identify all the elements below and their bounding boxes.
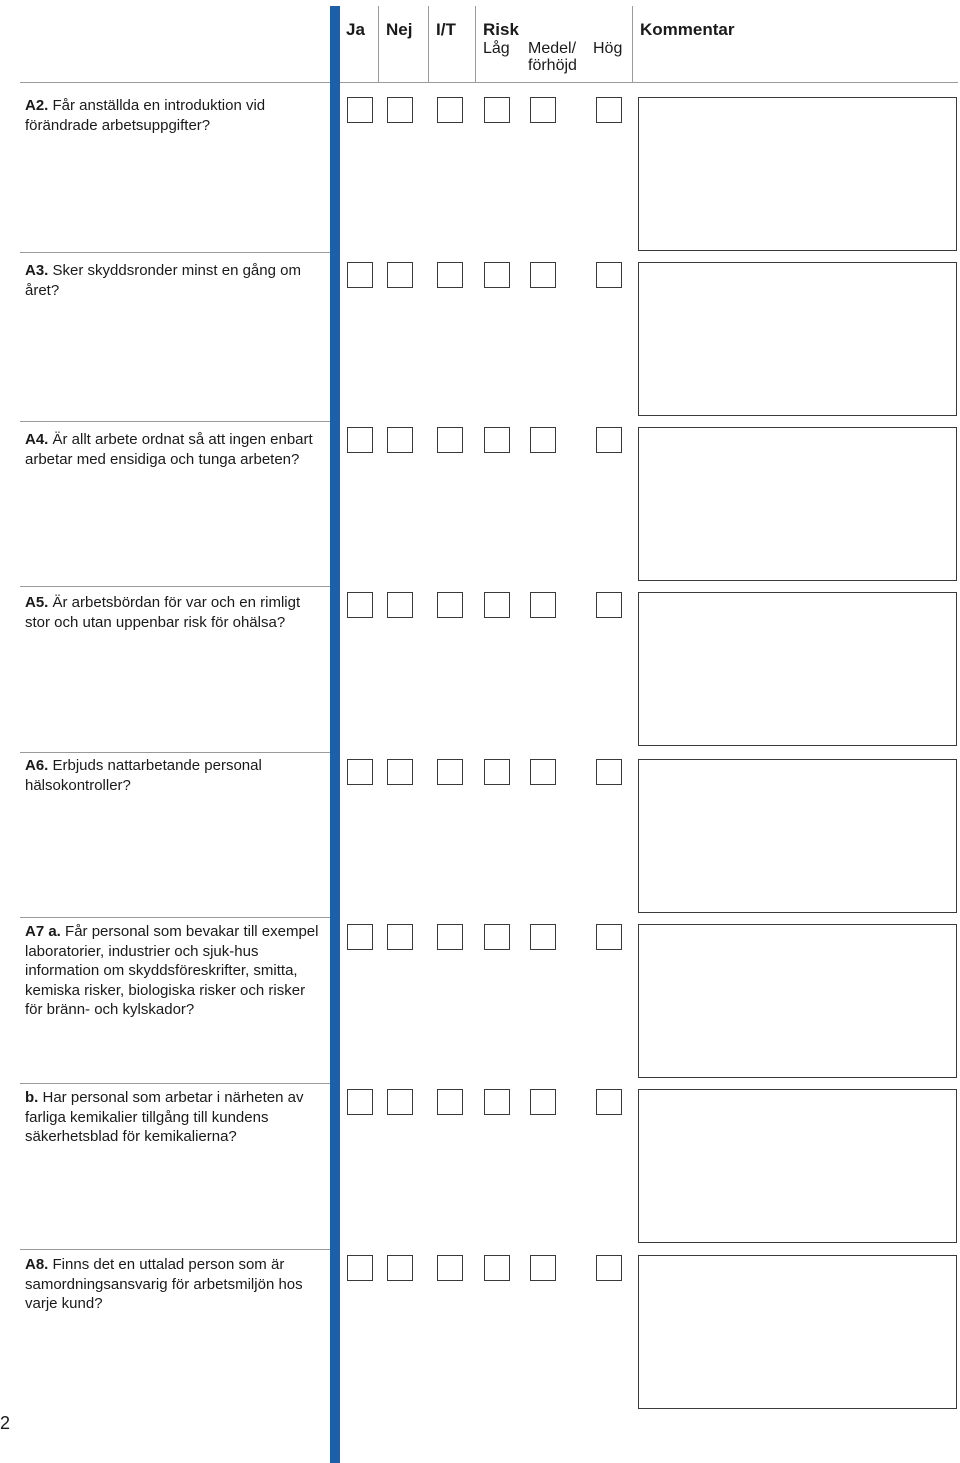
question-a6 [25, 756, 325, 795]
comment-field[interactable] [638, 924, 957, 1078]
page-number: 2 [0, 1413, 11, 1433]
header-medel: Medel/ [528, 40, 577, 57]
row-divider [20, 1083, 330, 1084]
row-divider [20, 252, 330, 253]
checkbox-it[interactable] [437, 924, 463, 950]
question-a7a [25, 922, 325, 1020]
checkbox-risk-lag[interactable] [484, 262, 510, 288]
checkbox-nej[interactable] [387, 1089, 413, 1115]
question-id: A6. [25, 757, 49, 774]
checkbox-risk-lag[interactable] [484, 1089, 510, 1115]
header-divider [475, 6, 476, 82]
question-a7b [25, 1088, 325, 1147]
row-divider [20, 421, 330, 422]
header-nej: Nej [386, 20, 413, 39]
header-lag: Låg [483, 40, 510, 57]
question-text: Är arbetsbördan för var och en rimligt stor och utan uppenbar risk för ohälsa? [25, 594, 301, 631]
checkbox-risk-lag[interactable] [484, 759, 510, 785]
comment-field[interactable] [638, 1089, 957, 1243]
header-divider [378, 6, 379, 82]
checkbox-it[interactable] [437, 592, 463, 618]
checkbox-ja[interactable] [347, 924, 373, 950]
header-divider [632, 6, 633, 82]
checkbox-nej[interactable] [387, 427, 413, 453]
checkbox-ja[interactable] [347, 262, 373, 288]
question-text: Finns det en uttalad person som är samordningsansvarig för arbetsmiljön hos varje kund? [25, 1256, 303, 1312]
checkbox-risk-hog[interactable] [596, 924, 622, 950]
checkbox-it[interactable] [437, 1089, 463, 1115]
checkbox-risk-medel[interactable] [530, 592, 556, 618]
checkbox-ja[interactable] [347, 1255, 373, 1281]
checkbox-ja[interactable] [347, 97, 373, 123]
question-a2 [25, 96, 325, 135]
checkbox-risk-lag[interactable] [484, 592, 510, 618]
comment-field[interactable] [638, 592, 957, 746]
question-text: Är allt arbete ordnat så att ingen enbart arbetar med ensidiga och tunga arbeten? [25, 431, 313, 468]
checkbox-risk-hog[interactable] [596, 759, 622, 785]
checkbox-risk-medel[interactable] [530, 759, 556, 785]
question-text: Får personal som bevakar till exempel laboratorier, industrier och sjuk-hus information om skyddsföreskrifter, smitta, kemiska risker, biologiska risker och risker för bränn- och kylskador? [25, 923, 319, 1018]
checkbox-nej[interactable] [387, 97, 413, 123]
checkbox-nej[interactable] [387, 592, 413, 618]
header-it: I/T [436, 20, 456, 39]
question-text: Erbjuds nattarbetande personal hälsokontroller? [25, 757, 262, 794]
question-text: Har personal som arbetar i närheten av farliga kemikalier tillgång till kundens säkerhetsblad för kemikalierna? [25, 1089, 304, 1145]
comment-field[interactable] [638, 759, 957, 913]
comment-field[interactable] [638, 262, 957, 416]
blue-margin-bar [330, 6, 340, 1463]
question-id: A5. [25, 594, 49, 611]
header-bottom-rule [340, 82, 958, 83]
checkbox-risk-hog[interactable] [596, 592, 622, 618]
question-a4 [25, 430, 325, 469]
comment-field[interactable] [638, 427, 957, 581]
question-text: Får anställda en introduktion vid förändrade arbetsuppgifter? [25, 97, 266, 134]
checkbox-it[interactable] [437, 97, 463, 123]
row-divider [20, 82, 330, 83]
checkbox-risk-medel[interactable] [530, 1089, 556, 1115]
question-a8 [25, 1255, 325, 1314]
question-id: A4. [25, 431, 49, 448]
header-hog: Hög [593, 40, 623, 57]
checkbox-risk-medel[interactable] [530, 262, 556, 288]
checkbox-risk-lag[interactable] [484, 97, 510, 123]
row-divider [20, 1249, 330, 1250]
checkbox-nej[interactable] [387, 262, 413, 288]
row-divider [20, 586, 330, 587]
checkbox-it[interactable] [437, 262, 463, 288]
comment-field[interactable] [638, 1255, 957, 1409]
checkbox-nej[interactable] [387, 759, 413, 785]
question-id: A2. [25, 97, 49, 114]
checkbox-risk-hog[interactable] [596, 1089, 622, 1115]
checkbox-nej[interactable] [387, 924, 413, 950]
checkbox-it[interactable] [437, 1255, 463, 1281]
header-ja: Ja [346, 20, 365, 39]
checkbox-ja[interactable] [347, 592, 373, 618]
question-a3 [25, 261, 325, 300]
header-divider [428, 6, 429, 82]
checkbox-ja[interactable] [347, 1089, 373, 1115]
question-id: A3. [25, 262, 49, 279]
comment-field[interactable] [638, 97, 957, 251]
checkbox-risk-lag[interactable] [484, 924, 510, 950]
checkbox-risk-hog[interactable] [596, 262, 622, 288]
checkbox-ja[interactable] [347, 427, 373, 453]
checkbox-risk-lag[interactable] [484, 1255, 510, 1281]
question-id: A8. [25, 1256, 49, 1273]
checkbox-it[interactable] [437, 427, 463, 453]
row-divider [20, 917, 330, 918]
checkbox-risk-hog[interactable] [596, 1255, 622, 1281]
checkbox-risk-hog[interactable] [596, 427, 622, 453]
checkbox-risk-medel[interactable] [530, 1255, 556, 1281]
question-text: Sker skyddsronder minst en gång om året? [25, 262, 301, 299]
question-a5 [25, 593, 325, 632]
checkbox-risk-medel[interactable] [530, 97, 556, 123]
checkbox-it[interactable] [437, 759, 463, 785]
question-id: A7 a. [25, 923, 61, 940]
question-id: b. [25, 1089, 39, 1106]
header-forhojd: förhöjd [528, 57, 577, 74]
header-kommentar: Kommentar [640, 20, 735, 39]
checkbox-risk-lag[interactable] [484, 427, 510, 453]
checkbox-ja[interactable] [347, 759, 373, 785]
checkbox-nej[interactable] [387, 1255, 413, 1281]
checkbox-risk-medel[interactable] [530, 427, 556, 453]
checkbox-risk-medel[interactable] [530, 924, 556, 950]
checkbox-risk-hog[interactable] [596, 97, 622, 123]
row-divider [20, 752, 330, 753]
header-risk: Risk [483, 20, 519, 39]
